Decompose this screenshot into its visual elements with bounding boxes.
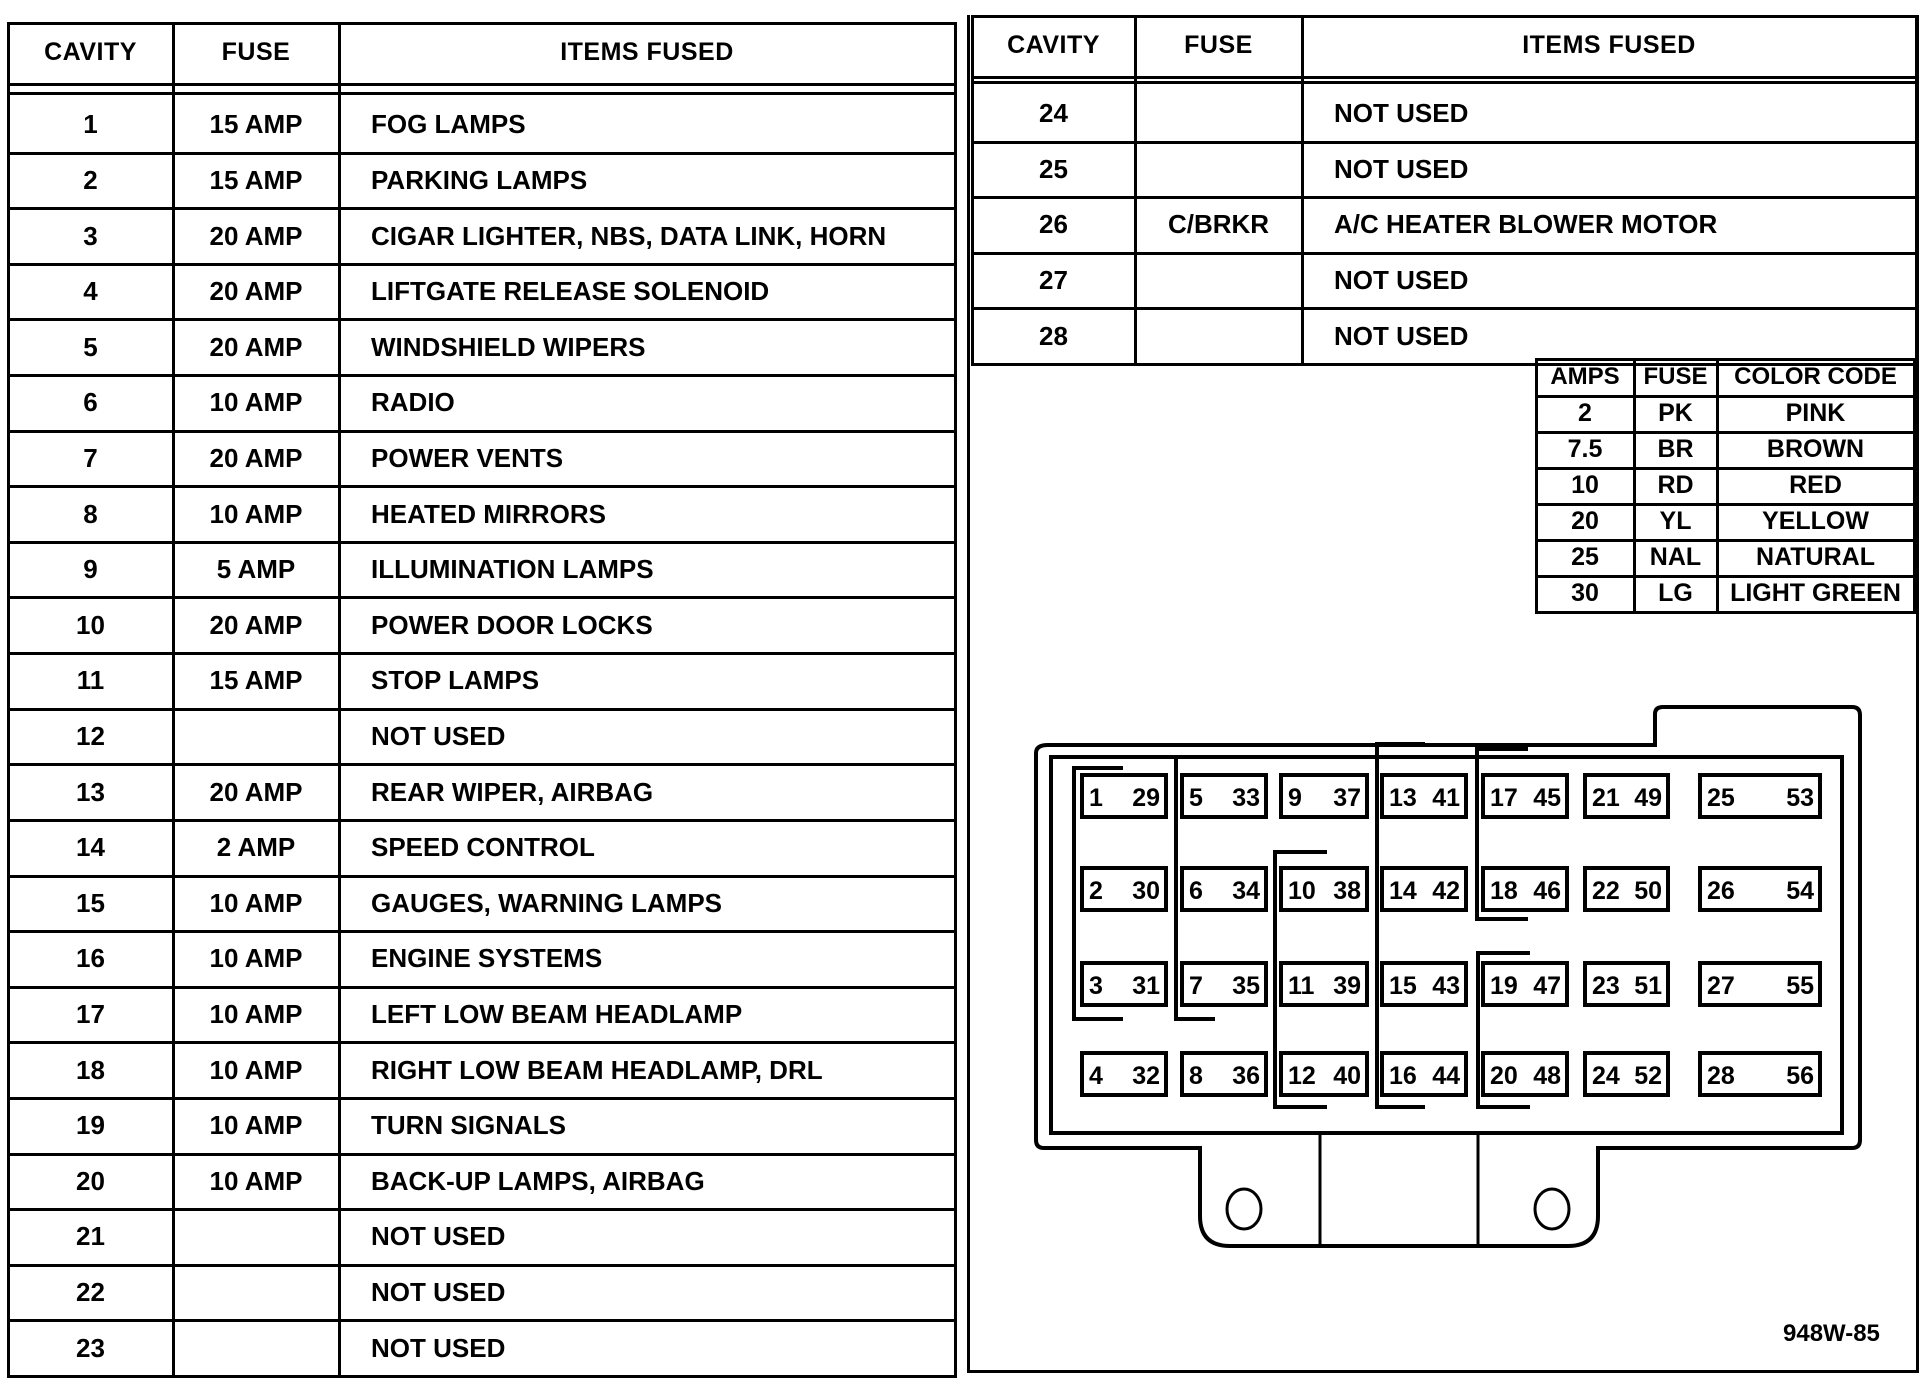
- fuse-slot-number: 9: [1288, 784, 1302, 812]
- fuse-slot-number: 11: [1288, 972, 1315, 1000]
- fuse-slot-number: 16: [1389, 1062, 1417, 1090]
- fuse-slot-terminal: 47: [1533, 972, 1561, 1000]
- fuse-slot-terminal: 33: [1232, 784, 1260, 812]
- color-code-cell: LIGHT GREEN: [1730, 578, 1901, 607]
- fuse-slot-number: 20: [1490, 1062, 1518, 1090]
- fuse-cell: 10 AMP: [209, 1165, 303, 1196]
- fuse-slot-terminal: 52: [1634, 1062, 1662, 1090]
- cavity-cell: 12: [76, 720, 105, 751]
- color-code-cell: PINK: [1785, 398, 1846, 427]
- fuse-slot-number: 12: [1288, 1062, 1316, 1090]
- fuse-slot-terminal: 32: [1132, 1062, 1160, 1090]
- items-cell: POWER DOOR LOCKS: [371, 609, 653, 640]
- fuse-slot-number: 2: [1089, 877, 1103, 905]
- fuse-slot-number: 3: [1089, 972, 1103, 1000]
- items-cell: FOG LAMPS: [371, 109, 526, 140]
- fuse-slot-terminal: 54: [1786, 877, 1814, 905]
- mounting-hole-icon: [1535, 1189, 1569, 1229]
- fuse-cell: 20 AMP: [209, 220, 303, 251]
- fuse-slot-number: 21: [1592, 784, 1620, 812]
- fuse-cell: 20 AMP: [209, 776, 303, 807]
- items-cell: CIGAR LIGHTER, NBS, DATA LINK, HORN: [371, 220, 887, 251]
- color-code-cell: 30: [1571, 578, 1599, 607]
- cavity-cell: 18: [76, 1054, 105, 1085]
- fuse-slot-terminal: 55: [1786, 972, 1814, 1000]
- fuse-slot-terminal: 34: [1232, 877, 1260, 905]
- fuse-cell: 20 AMP: [209, 331, 303, 362]
- fuse-slot-number: 6: [1189, 877, 1203, 905]
- cavity-cell: 23: [76, 1332, 105, 1363]
- cavity-cell: 15: [76, 887, 105, 918]
- fuse-slot-terminal: 50: [1634, 877, 1662, 905]
- fuse-slot-terminal: 44: [1432, 1062, 1460, 1090]
- color-code-cell: PK: [1658, 398, 1693, 427]
- fuse-cell: 15 AMP: [209, 665, 303, 696]
- items-cell: ILLUMINATION LAMPS: [371, 554, 654, 585]
- fuse-cell: 5 AMP: [216, 554, 296, 585]
- mounting-hole-icon: [1227, 1189, 1261, 1229]
- fuse-cell: 10 AMP: [209, 498, 303, 529]
- column-header: ITEMS FUSED: [560, 38, 734, 66]
- fuse-cell: C/BRKR: [1167, 209, 1270, 240]
- cavity-cell: 5: [83, 331, 98, 362]
- color-code-cell: NATURAL: [1756, 542, 1875, 571]
- fuse-slot-terminal: 37: [1333, 784, 1361, 812]
- fuse-slot-number: 10: [1288, 877, 1316, 905]
- fuse-slot-terminal: 38: [1333, 877, 1361, 905]
- cavity-cell: 27: [1039, 265, 1068, 296]
- fuse-slot-number: 22: [1592, 877, 1620, 905]
- cavity-cell: 28: [1039, 320, 1068, 351]
- fuse-slot-terminal: 51: [1634, 972, 1662, 1000]
- fuse-slot-terminal: 31: [1132, 972, 1160, 1000]
- cavity-cell: 2: [83, 164, 98, 195]
- items-cell: NOT USED: [371, 1332, 506, 1363]
- fuse-cell: 15 AMP: [209, 109, 303, 140]
- fuse-slot-terminal: 35: [1232, 972, 1260, 1000]
- color-code-cell: YL: [1659, 506, 1692, 535]
- fuse-slot-terminal: 42: [1432, 877, 1460, 905]
- fuse-slot-terminal: 30: [1132, 877, 1160, 905]
- fuse-slot-number: 13: [1389, 784, 1417, 812]
- items-cell: TURN SIGNALS: [371, 1110, 566, 1141]
- column-header: CAVITY: [1007, 31, 1100, 59]
- fuse-slot-terminal: 56: [1786, 1062, 1814, 1090]
- fuse-slot-number: 26: [1707, 877, 1735, 905]
- cavity-cell: 21: [76, 1221, 105, 1252]
- items-cell: POWER VENTS: [371, 442, 564, 473]
- fuse-slot-number: 19: [1490, 972, 1518, 1000]
- fuse-slot-number: 17: [1490, 784, 1518, 812]
- cavity-cell: 10: [76, 609, 105, 640]
- items-cell: PARKING LAMPS: [371, 164, 588, 195]
- cavity-cell: 26: [1039, 209, 1068, 240]
- fuse-slot-number: 25: [1707, 784, 1735, 812]
- color-code-cell: 25: [1571, 542, 1599, 571]
- fuse-cell: 20 AMP: [209, 609, 303, 640]
- fuse-slot-number: 4: [1089, 1062, 1103, 1090]
- cavity-cell: 9: [83, 554, 98, 585]
- items-cell: WINDSHIELD WIPERS: [371, 331, 646, 362]
- items-cell: NOT USED: [371, 1221, 506, 1252]
- cavity-cell: 14: [76, 832, 105, 863]
- fuse-slot-number: 14: [1389, 877, 1417, 905]
- items-cell: LIFTGATE RELEASE SOLENOID: [371, 276, 770, 307]
- fuse-slot-number: 24: [1592, 1062, 1620, 1090]
- fuse-slot-terminal: 48: [1533, 1062, 1561, 1090]
- fuse-slot-number: 1: [1089, 784, 1103, 812]
- fuse-cell: 10 AMP: [209, 1054, 303, 1085]
- items-cell: HEATED MIRRORS: [371, 498, 606, 529]
- column-header: ITEMS FUSED: [1522, 31, 1696, 59]
- items-cell: RIGHT LOW BEAM HEADLAMP, DRL: [371, 1054, 823, 1085]
- color-code-cell: YELLOW: [1762, 506, 1869, 535]
- cavity-cell: 1: [83, 109, 98, 140]
- fuse-slot-terminal: 39: [1333, 972, 1361, 1000]
- color-code-cell: LG: [1658, 578, 1693, 607]
- cavity-cell: 6: [83, 387, 98, 418]
- cavity-cell: 13: [76, 776, 105, 807]
- cavity-cell: 3: [83, 220, 98, 251]
- fuse-slot-terminal: 29: [1132, 784, 1160, 812]
- fuse-slot-number: 7: [1189, 972, 1203, 1000]
- fuse-cell: 10 AMP: [209, 887, 303, 918]
- fuse-cell: 20 AMP: [209, 276, 303, 307]
- cavity-cell: 19: [76, 1110, 105, 1141]
- items-cell: BACK-UP LAMPS, AIRBAG: [371, 1165, 705, 1196]
- fuse-slot-terminal: 46: [1533, 877, 1561, 905]
- color-code-cell: BR: [1657, 434, 1694, 463]
- items-cell: NOT USED: [1334, 153, 1469, 184]
- fuse-cell: 15 AMP: [209, 164, 303, 195]
- cavity-cell: 4: [83, 276, 98, 307]
- color-code-header: FUSE: [1643, 362, 1708, 390]
- items-cell: STOP LAMPS: [371, 665, 540, 696]
- color-code-cell: BROWN: [1766, 434, 1865, 463]
- color-code-header: AMPS: [1550, 362, 1620, 390]
- cavity-cell: 17: [76, 999, 105, 1030]
- items-cell: SPEED CONTROL: [371, 832, 595, 863]
- items-cell: RADIO: [371, 387, 455, 418]
- fuse-cell: 10 AMP: [209, 999, 303, 1030]
- color-code-cell: 7.5: [1567, 434, 1603, 463]
- cavity-cell: 24: [1039, 98, 1068, 129]
- color-code-cell: NAL: [1649, 542, 1702, 571]
- items-cell: NOT USED: [371, 720, 506, 751]
- fuse-cell: 2 AMP: [216, 832, 296, 863]
- fuse-slot-number: 8: [1189, 1062, 1203, 1090]
- items-cell: NOT USED: [371, 1277, 506, 1308]
- cavity-cell: 7: [83, 442, 98, 473]
- fuse-slot-number: 5: [1189, 784, 1203, 812]
- cavity-cell: 20: [76, 1165, 105, 1196]
- items-cell: NOT USED: [1334, 265, 1469, 296]
- color-code-header: COLOR CODE: [1734, 362, 1897, 390]
- items-cell: LEFT LOW BEAM HEADLAMP: [371, 999, 743, 1030]
- items-cell: ENGINE SYSTEMS: [371, 943, 603, 974]
- color-code-cell: RD: [1657, 470, 1694, 499]
- fuse-slot-terminal: 36: [1232, 1062, 1260, 1090]
- fuse-cell: 10 AMP: [209, 387, 303, 418]
- fuse-cell: 20 AMP: [209, 442, 303, 473]
- items-cell: REAR WIPER, AIRBAG: [371, 776, 654, 807]
- color-code-cell: RED: [1789, 470, 1842, 499]
- fuse-slot-terminal: 45: [1533, 784, 1561, 812]
- column-header: CAVITY: [44, 38, 137, 66]
- fuse-slot-number: 18: [1490, 877, 1518, 905]
- fuse-slot-terminal: 43: [1432, 972, 1460, 1000]
- fuse-slot-terminal: 41: [1432, 784, 1460, 812]
- fuse-slot-number: 27: [1707, 972, 1735, 1000]
- items-cell: NOT USED: [1334, 320, 1469, 351]
- cavity-cell: 25: [1039, 153, 1068, 184]
- items-cell: NOT USED: [1334, 98, 1469, 129]
- fuse-cell: 10 AMP: [209, 943, 303, 974]
- fuse-slot-terminal: 49: [1634, 784, 1662, 812]
- color-code-cell: 10: [1571, 470, 1599, 499]
- color-code-cell: 20: [1571, 506, 1599, 535]
- cavity-cell: 22: [76, 1277, 105, 1308]
- fuse-slot-terminal: 53: [1786, 784, 1814, 812]
- fuse-cell: 10 AMP: [209, 1110, 303, 1141]
- fuse-slot-number: 23: [1592, 972, 1620, 1000]
- items-cell: GAUGES, WARNING LAMPS: [371, 887, 723, 918]
- column-header: FUSE: [221, 38, 291, 66]
- column-header: FUSE: [1184, 31, 1253, 59]
- figure-id: 948W-85: [1783, 1320, 1880, 1347]
- items-cell: A/C HEATER BLOWER MOTOR: [1334, 209, 1718, 240]
- cavity-cell: 11: [76, 665, 105, 696]
- fuse-slot-number: 28: [1707, 1062, 1735, 1090]
- fuse-slot-number: 15: [1389, 972, 1417, 1000]
- color-code-cell: 2: [1578, 398, 1592, 427]
- cavity-cell: 16: [76, 943, 105, 974]
- cavity-cell: 8: [83, 498, 98, 529]
- fuse-slot-terminal: 40: [1333, 1062, 1361, 1090]
